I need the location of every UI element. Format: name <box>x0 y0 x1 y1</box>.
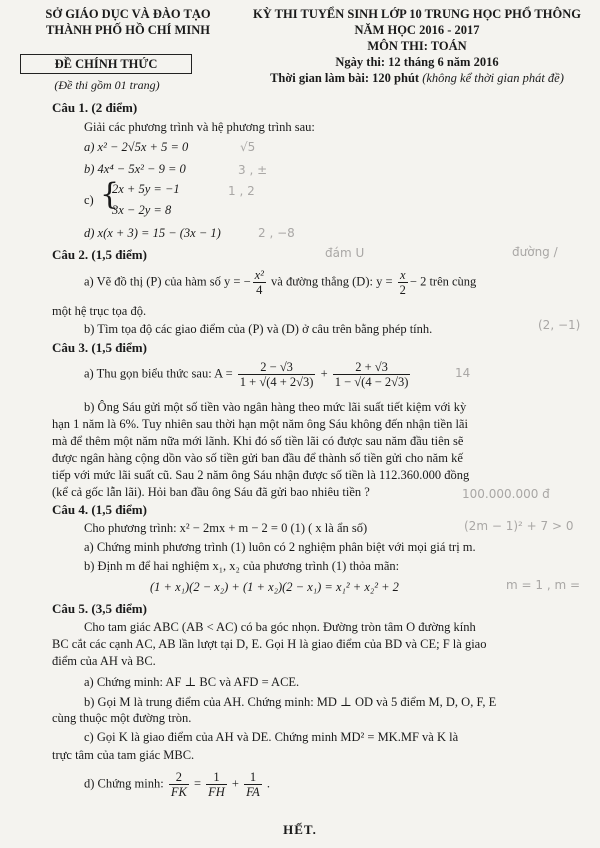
header-organization <box>18 6 238 38</box>
exam-year: NĂM HỌC 2016 - 2017 <box>354 23 480 37</box>
q1-part-c-label: c) <box>84 193 94 207</box>
official-exam-box: ĐỀ CHÍNH THỨC <box>20 54 192 74</box>
q5-f3-den: FA <box>246 785 260 799</box>
q3-f2-den: 1 − √(4 − 2√3) <box>334 375 409 389</box>
q5-b-line-2: cùng thuộc một đường tròn. <box>52 711 192 725</box>
q2-a-text-1: a) Vẽ đồ thị (P) của hàm số y = − <box>84 274 251 289</box>
q2-frac1-num: x² <box>254 268 264 282</box>
q5-f1-den: FK <box>170 785 187 799</box>
exam-subject: MÔN THI: TOÁN <box>367 39 467 53</box>
system-brace: { <box>100 177 120 212</box>
pages-note: (Đề thi gồm 01 trang) <box>54 78 160 92</box>
pencil-note-10: (2m − 1)² + 7 > 0 <box>464 519 574 533</box>
q4-title: Câu 4. (1,5 điểm) <box>52 502 147 517</box>
q3-b-line-6: (kể cả gốc lẫn lãi). Hỏi ban đầu ông Sáu đã gửi bao nhiêu tiền ? <box>52 485 370 499</box>
q3-b-line-1: b) Ông Sáu gửi một số tiền vào ngân hàng theo mức lãi suất tiết kiệm với kỳ <box>84 400 467 414</box>
q3-f1-den: 1 + √(4 + 2√3) <box>239 375 314 389</box>
q5-intro-line-1: Cho tam giác ABC (AB < AC) có ba góc nhọn. Đường tròn tâm O đường kính <box>84 620 476 634</box>
org-line-1: SỞ GIÁO DỤC VÀ ĐÀO TẠO <box>45 7 211 21</box>
q5-f2-num: 1 <box>206 770 227 785</box>
q5-fraction-1 <box>169 770 189 799</box>
q3-b-line-3: mà để thêm một năm nữa mới lãnh. Khi đó số tiền lãi có được sau năm đầu tiên sẽ <box>52 434 464 448</box>
q3-a-text: a) Thu gọn biểu thức sau: A = <box>84 366 233 381</box>
q5-d-eq: = <box>193 776 201 791</box>
q3-plus: + <box>320 366 328 381</box>
q2-fraction-p <box>253 268 266 297</box>
q3-title: Câu 3. (1,5 điểm) <box>52 340 147 355</box>
duration-label: Thời gian làm bài: 120 phút <box>270 71 420 85</box>
q1-part-a: a) x² − 2√5x + 5 = 0 <box>84 140 189 154</box>
end-marker: HẾT. <box>283 822 317 837</box>
exam-date: Ngày thi: 12 tháng 6 năm 2016 <box>335 55 499 69</box>
q5-f2-den: FH <box>208 785 225 799</box>
q4-part-a: a) Chứng minh phương trình (1) luôn có 2 nghiệm phân biệt với mọi giá trị m. <box>84 540 476 554</box>
q5-d-text: d) Chứng minh: <box>84 776 164 791</box>
q5-d-plus: + <box>231 776 239 791</box>
q5-part-a: a) Chứng minh: AF ⊥ BC và AFD = ACE. <box>84 675 300 689</box>
q3-fraction-2 <box>333 360 411 389</box>
q2-title: Câu 2. (1,5 điểm) <box>52 247 147 262</box>
exam-title: KỲ THI TUYỂN SINH LỚP 10 TRUNG HỌC PHỔ THÔNG <box>253 7 581 21</box>
q4-part-b: b) Định m để hai nghiệm x₁, x₂ của phương trình (1) thỏa mãn: <box>84 559 400 573</box>
q5-fraction-3 <box>244 770 262 799</box>
q2-frac2-den: 2 <box>399 283 406 297</box>
q3-part-a <box>84 360 412 389</box>
q1-part-b: b) 4x⁴ − 5x² − 9 = 0 <box>84 162 186 176</box>
q2-frac1-den: 4 <box>256 283 263 297</box>
q1-intro: Giải các phương trình và hệ phương trình sau: <box>84 120 315 134</box>
q2-a-continued: một hệ trục tọa độ. <box>52 304 147 318</box>
q5-part-d <box>84 770 270 799</box>
q1-c-eq1: 2x + 5y = −1 <box>112 182 180 196</box>
q5-c-line-2: trực tâm của tam giác MBC. <box>52 748 195 762</box>
q5-b-line-1: b) Gọi M là trung điểm của AH. Chứng minh: MD ⊥ OD và 5 điểm M, D, O, F, E <box>84 695 497 709</box>
q5-d-end: . <box>266 776 271 791</box>
q5-fraction-2 <box>206 770 227 799</box>
q2-a-text-2: và đường thẳng (D): y = <box>271 274 393 289</box>
pencil-note-3: 1 , 2 <box>228 184 255 198</box>
q2-a-text-3: − 2 trên cùng <box>409 274 477 289</box>
q1-part-d: d) x(x + 3) = 15 − (3x − 1) <box>84 226 221 240</box>
pencil-note-6: đường / <box>512 245 558 259</box>
q5-intro-line-3: điểm của AH và BC. <box>52 654 156 668</box>
q2-part-a <box>84 268 476 297</box>
q3-b-line-4: được ngân hàng cộng dồn vào số tiền gửi ban đầu để thành số tiền gửi cho năm kế <box>52 451 463 465</box>
q3-f2-num: 2 + √3 <box>333 360 411 375</box>
pencil-note-9: 100.000.000 đ <box>462 487 550 501</box>
q4-b-equation: (1 + x₁)(2 − x₂) + (1 + x₂)(2 − x₁) = x₁² + x₂² + 2 <box>150 580 399 594</box>
duration-note: (không kể thời gian phát đề) <box>422 71 564 85</box>
q5-c-line-1: c) Gọi K là giao điểm của AH và DE. Chứng minh MD² = MK.MF và K là <box>84 730 459 744</box>
header-exam-info <box>242 6 592 86</box>
q3-b-line-5: tiếp với mức lãi suất cũ. Sau 2 năm ông Sáu nhận được số tiền là 112.360.000 đồng <box>52 468 470 482</box>
pencil-note-1: √5 <box>240 140 256 154</box>
q1-title: Câu 1. (2 điểm) <box>52 100 138 115</box>
q5-title: Câu 5. (3,5 điểm) <box>52 601 147 616</box>
pencil-note-8: 14 <box>455 366 471 380</box>
q5-intro-line-2: BC cắt các cạnh AC, AB lần lượt tại D, E. Gọi H là giao điểm của BD và CE; F là giao <box>52 637 487 651</box>
q5-f1-num: 2 <box>169 770 189 785</box>
q3-fraction-1 <box>238 360 316 389</box>
pencil-note-5: đám U <box>325 246 365 260</box>
q5-f3-num: 1 <box>244 770 262 785</box>
q3-b-line-2: hạn 1 năm là 6%. Tuy nhiên sau thời hạn một năm ông Sáu không đến nhận tiền lãi <box>52 417 468 431</box>
pencil-note-7: (2, −1) <box>538 318 581 332</box>
q3-f1-num: 2 − √3 <box>238 360 316 375</box>
exam-duration <box>242 70 592 86</box>
pencil-note-11: m = 1 , m = <box>506 578 581 592</box>
q2-frac2-num: x <box>398 268 408 283</box>
org-line-2: THÀNH PHỐ HỒ CHÍ MINH <box>46 23 210 37</box>
q4-intro: Cho phương trình: x² − 2mx + m − 2 = 0 (1) ( x là ẩn số) <box>84 521 368 535</box>
q2-part-b: b) Tìm tọa độ các giao điểm của (P) và (D) ở câu trên bằng phép tính. <box>84 322 433 336</box>
pencil-note-4: 2 , −8 <box>258 226 295 240</box>
q1-c-eq2: 3x − 2y = 8 <box>112 203 172 217</box>
pencil-note-2: 3 , ± <box>238 163 268 177</box>
q2-fraction-d <box>398 268 408 297</box>
